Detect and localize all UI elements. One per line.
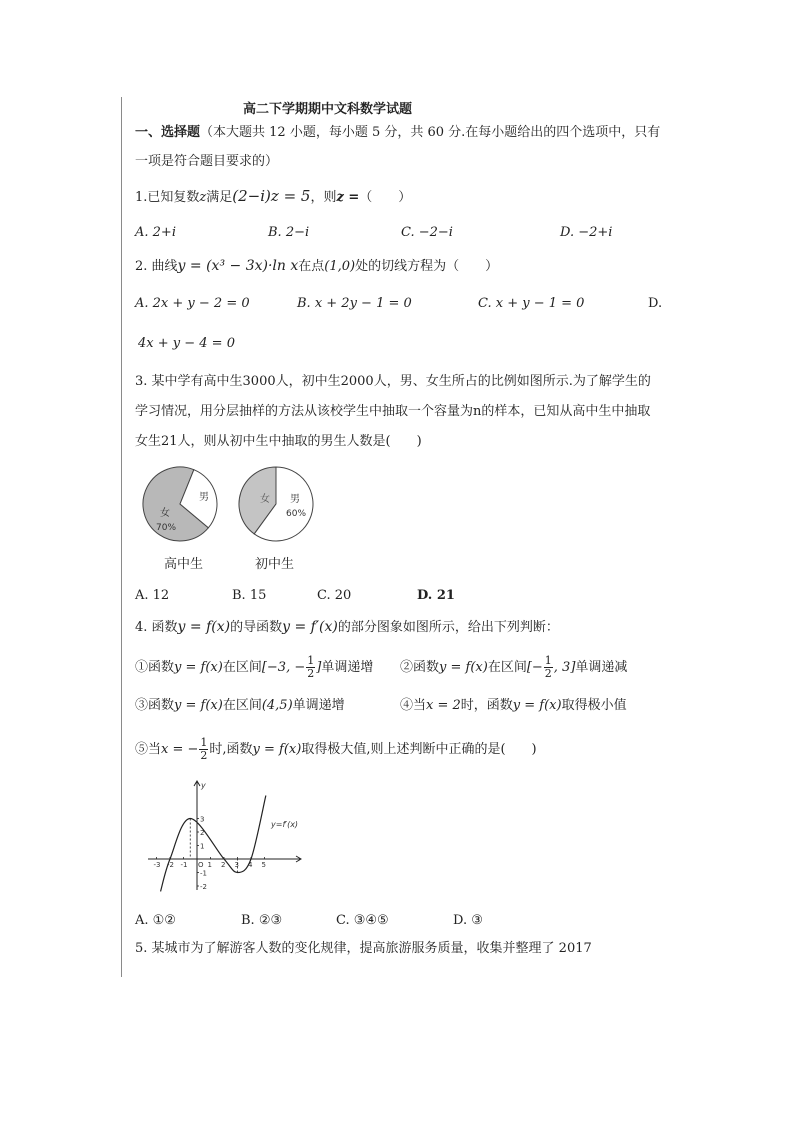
section-intro bbox=[135, 124, 660, 142]
q3-option-d[interactable]: D. 21 bbox=[417, 588, 455, 603]
q4-statement-3 bbox=[135, 697, 345, 715]
x-tick-label: -2 bbox=[167, 861, 174, 869]
s2-post: 单调递减 bbox=[575, 660, 628, 675]
q4-fprime: y = f′(x) bbox=[282, 619, 338, 635]
left-margin-line bbox=[121, 97, 122, 977]
s5-x: x = − bbox=[161, 742, 199, 757]
s3-pre: ③函数 bbox=[135, 698, 175, 713]
x-tick-label: 1 bbox=[207, 861, 212, 869]
q1-equation: (2−i)z = 5 bbox=[232, 187, 311, 205]
graph-ticks bbox=[154, 816, 266, 892]
q4-statement-4 bbox=[400, 697, 627, 715]
q1-option-a[interactable]: A. 2+i bbox=[135, 225, 176, 240]
q4-statement-2 bbox=[400, 655, 627, 680]
question-2-stem bbox=[135, 257, 498, 276]
pie-chart-middle-school bbox=[239, 467, 313, 541]
q2-option-a[interactable]: A. 2x + y − 2 = 0 bbox=[135, 296, 250, 311]
y-axis-letter: y bbox=[201, 781, 206, 790]
s1-num: 1 bbox=[307, 654, 315, 667]
graph-axes bbox=[148, 781, 301, 890]
q2-expression: y = (x³ − 3x)·ln x bbox=[177, 258, 299, 274]
q4-statement-5 bbox=[135, 737, 537, 762]
pie1-male-label: 男 bbox=[199, 492, 209, 503]
s1-post: 单调递增 bbox=[321, 660, 374, 675]
s2-int-a: [− bbox=[526, 660, 543, 675]
y-tick-label: -2 bbox=[200, 883, 207, 891]
x-tick-label: -3 bbox=[153, 861, 161, 869]
s5-mid: 时,函数 bbox=[209, 742, 253, 757]
x-tick-label: 3 bbox=[234, 861, 239, 869]
s3-post: 单调递增 bbox=[292, 698, 345, 713]
q1-option-d[interactable]: D. −2+i bbox=[560, 225, 613, 240]
q3-line1: 3. 某中学有高中生3000人，初中生2000人，男、女生所占的比例如图所示.为了解学生的 bbox=[135, 374, 651, 389]
pie-chart-high-school bbox=[143, 467, 217, 541]
s5-post: 取得极大值,则上述判断中正确的是( ) bbox=[301, 742, 537, 757]
q3-option-b[interactable]: B. 15 bbox=[232, 588, 267, 603]
q1-mid: 满足 bbox=[206, 190, 233, 205]
s2-den: 2 bbox=[544, 667, 552, 680]
q2-pre: 2. 曲线 bbox=[135, 259, 178, 274]
q2-option-d-expr[interactable]: 4x + y − 4 = 0 bbox=[138, 336, 235, 351]
q1-option-c[interactable]: C. −2−i bbox=[401, 225, 453, 240]
s4-x: x = 2 bbox=[426, 698, 461, 713]
s4-pre: ④当 bbox=[400, 698, 427, 713]
section-intro-line1: （本大题共 12 小题，每小题 5 分，共 60 分.在每小题给出的四个选项中，只有 bbox=[200, 125, 661, 140]
q2-mid: 在点 bbox=[298, 259, 325, 274]
x-tick-label: -1 bbox=[180, 861, 188, 869]
s3-int: (4,5) bbox=[261, 698, 293, 713]
y-tick-label: 2 bbox=[200, 829, 205, 837]
q5-line1: 5. 某城市为了解游客人数的变化规律，提高旅游服务质量，收集并整理了 2017 bbox=[135, 941, 592, 956]
s1-int-b: ] bbox=[316, 660, 322, 675]
s1-int-a: [−3, − bbox=[261, 660, 306, 675]
s1-fraction bbox=[306, 655, 315, 680]
s5-pre: ⑤当 bbox=[135, 742, 162, 757]
section-intro-line2: 一项是符合题目要求的） bbox=[135, 154, 279, 169]
q4-option-a[interactable]: A. ①② bbox=[135, 913, 176, 928]
q4-pre: 4. 函数 bbox=[135, 620, 178, 635]
q1-z: z bbox=[199, 190, 207, 205]
x-tick-label: 2 bbox=[221, 861, 226, 869]
s2-f: y = f(x) bbox=[439, 660, 488, 675]
pie1-female-pct: 70% bbox=[156, 523, 177, 533]
q3-line3: 女生21人，则从初中生中抽取的男生人数是( ) bbox=[135, 434, 422, 449]
q1-post: ，则 bbox=[310, 190, 337, 205]
q2-option-b[interactable]: B. x + 2y − 1 = 0 bbox=[297, 296, 412, 311]
q4-option-d[interactable]: D. ③ bbox=[453, 913, 483, 928]
pie2-male-pct: 60% bbox=[286, 509, 307, 519]
curve-label: y=f′(x) bbox=[271, 820, 299, 829]
page-title: 高二下学期期中文科数学试题 bbox=[243, 102, 413, 117]
s4-post: 取得极小值 bbox=[561, 698, 627, 713]
q1-paren: （ ） bbox=[359, 190, 412, 205]
s2-fraction bbox=[544, 655, 553, 680]
q2-option-c[interactable]: C. x + y − 1 = 0 bbox=[478, 296, 585, 311]
q1-option-b[interactable]: B. 2−i bbox=[268, 225, 310, 240]
s1-pre: ①函数 bbox=[135, 660, 175, 675]
x-tick-label: 4 bbox=[248, 861, 253, 869]
derivative-curve bbox=[161, 796, 266, 892]
section-heading: 一、选择题 bbox=[135, 125, 201, 140]
s3-mid: 在区间 bbox=[222, 698, 262, 713]
s3-f: y = f(x) bbox=[174, 698, 223, 713]
q3-line2: 学习情况，用分层抽样的方法从该校学生中抽取一个容量为n的样本，已知从高中生中抽取 bbox=[135, 404, 651, 419]
s1-f: y = f(x) bbox=[174, 660, 223, 675]
s2-mid: 在区间 bbox=[487, 660, 527, 675]
q4-post: 的部分图象如图所示，给出下列判断： bbox=[337, 620, 559, 635]
q2-option-d[interactable]: D. bbox=[648, 296, 663, 311]
s2-int-b: , 3] bbox=[553, 660, 576, 675]
y-tick-label: 1 bbox=[200, 842, 205, 851]
q4-statement-1 bbox=[135, 655, 373, 680]
pie1-female-label: 女 bbox=[160, 508, 170, 519]
s5-f: y = f(x) bbox=[252, 742, 302, 757]
pie2-caption: 初中生 bbox=[255, 557, 295, 572]
x-tick-label-0: O bbox=[198, 861, 204, 869]
s5-fraction bbox=[199, 737, 208, 762]
s1-mid: 在区间 bbox=[222, 660, 262, 675]
x-tick-label: 5 bbox=[261, 861, 266, 869]
pie2-male-label: 男 bbox=[290, 494, 300, 505]
q4-mid: 的导函数 bbox=[230, 620, 283, 635]
pie2-female-label: 女 bbox=[260, 494, 270, 505]
s2-pre: ②函数 bbox=[400, 660, 440, 675]
q2-point: (1,0) bbox=[324, 259, 356, 274]
question-1-stem bbox=[135, 187, 411, 207]
pie1-caption: 高中生 bbox=[164, 557, 204, 572]
y-tick-label: 3 bbox=[200, 815, 205, 824]
q4-f: y = f(x) bbox=[177, 619, 231, 635]
q4-option-b[interactable]: B. ②③ bbox=[241, 913, 283, 928]
q1-z-eq: z = bbox=[336, 190, 360, 205]
q1-pre: 1.已知复数 bbox=[135, 190, 200, 205]
y-tick-label: -1 bbox=[200, 869, 207, 878]
q4-option-c[interactable]: C. ③④⑤ bbox=[336, 913, 389, 928]
q4-stem bbox=[135, 618, 559, 637]
q2-post: 处的切线方程为（ ） bbox=[355, 259, 499, 274]
s4-mid: 时，函数 bbox=[460, 698, 513, 713]
q4-derivative-graph bbox=[140, 778, 310, 893]
q3-option-a[interactable]: A. 12 bbox=[135, 588, 170, 603]
s2-num: 1 bbox=[544, 654, 552, 667]
s1-den: 2 bbox=[307, 667, 315, 680]
s4-f: y = f(x) bbox=[512, 698, 562, 713]
s5-num: 1 bbox=[200, 736, 208, 749]
s5-den: 2 bbox=[200, 749, 208, 762]
q3-option-c[interactable]: C. 20 bbox=[317, 588, 352, 603]
